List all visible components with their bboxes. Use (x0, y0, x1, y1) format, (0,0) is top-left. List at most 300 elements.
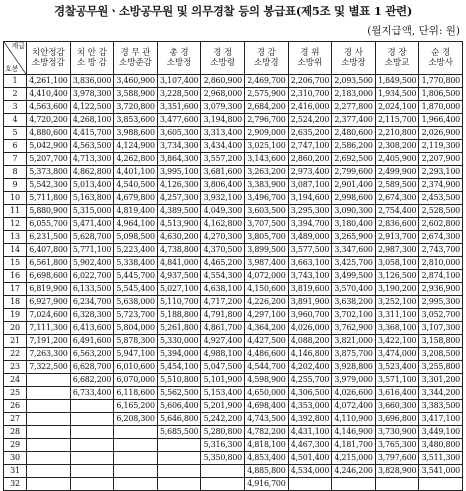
salary-cell: 4,534,000 (288, 465, 332, 478)
salary-cell (27, 452, 71, 465)
salary-cell: 2,480,600 (332, 127, 376, 140)
salary-cell: 4,202,400 (288, 361, 332, 374)
salary-cell: 6,927,900 (27, 296, 71, 309)
salary-cell (70, 400, 114, 413)
salary-cell (201, 478, 245, 491)
salary-cell: 6,133,500 (70, 283, 114, 296)
salary-cell: 4,563,500 (70, 140, 114, 153)
salary-cell (27, 478, 71, 491)
salary-cell: 2,374,900 (419, 179, 463, 192)
salary-cell: 5,562,500 (157, 387, 201, 400)
salary-cell: 4,401,100 (114, 166, 158, 179)
salary-cell: 2,674,300 (419, 231, 463, 244)
step-cell: 15 (4, 257, 27, 270)
salary-cell: 6,070,000 (114, 374, 158, 387)
table-row (4, 88, 463, 101)
salary-cell: 3,821,000 (332, 335, 376, 348)
salary-cell (70, 426, 114, 439)
salary-cell: 2,119,300 (419, 140, 463, 153)
salary-cell: 4,743,500 (244, 413, 288, 426)
salary-cell: 4,226,200 (244, 296, 288, 309)
salary-cell (70, 478, 114, 491)
table-row (4, 101, 463, 114)
salary-cell (157, 465, 201, 478)
salary-cell: 4,270,300 (201, 231, 245, 244)
salary-cell: 2,026,900 (419, 127, 463, 140)
salary-cell: 6,491,600 (70, 335, 114, 348)
salary-cell: 5,471,400 (70, 218, 114, 231)
salary-cell: 5,316,300 (201, 439, 245, 452)
salary-cell: 3,523,400 (375, 361, 419, 374)
salary-cell: 2,207,900 (419, 153, 463, 166)
salary-cell: 4,268,100 (70, 114, 114, 127)
salary-cell: 6,022,700 (70, 270, 114, 283)
col-header: 치 안 감 소 방 감 (70, 42, 114, 75)
salary-table (3, 41, 463, 491)
table-row (4, 179, 463, 192)
salary-cell: 4,791,800 (201, 309, 245, 322)
unit-note: (월지급액, 단위: 원) (367, 25, 460, 37)
salary-cell: 4,862,800 (70, 166, 114, 179)
salary-cell: 2,310,700 (288, 88, 332, 101)
salary-cell: 4,146,800 (288, 348, 332, 361)
salary-cell: 5,771,100 (70, 244, 114, 257)
salary-cell (27, 426, 71, 439)
salary-cell (114, 478, 158, 491)
corner-cell (4, 42, 27, 75)
salary-cell: 2,796,700 (244, 114, 288, 127)
salary-cell: 4,964,100 (114, 218, 158, 231)
salary-cell: 4,297,100 (244, 309, 288, 322)
salary-cell: 4,150,600 (244, 283, 288, 296)
salary-cell: 6,628,700 (70, 361, 114, 374)
table-row (4, 374, 463, 387)
table-row (4, 400, 463, 413)
salary-cell: 3,853,600 (114, 114, 158, 127)
salary-cell: 5,042,900 (27, 140, 71, 153)
col-header: 순 경 소방사 (419, 42, 463, 75)
salary-cell: 5,510,800 (157, 374, 201, 387)
salary-cell: 3,806,400 (201, 179, 245, 192)
salary-cell: 5,723,700 (114, 309, 158, 322)
salary-cell: 2,836,600 (375, 218, 419, 231)
step-cell: 27 (4, 413, 27, 426)
salary-cell: 6,055,700 (27, 218, 71, 231)
salary-cell: 2,206,700 (288, 75, 332, 88)
salary-cell: 3,058,100 (375, 257, 419, 270)
salary-cell: 1,870,000 (419, 101, 463, 114)
table-row (4, 192, 463, 205)
salary-cell: 2,968,000 (201, 88, 245, 101)
salary-cell: 5,098,500 (114, 231, 158, 244)
salary-cell: 2,684,200 (244, 101, 288, 114)
col-header: 경 장 소방교 (375, 42, 419, 75)
salary-cell: 3,347,600 (332, 244, 376, 257)
salary-cell: 4,431,100 (288, 426, 332, 439)
salary-cell: 3,208,500 (419, 348, 463, 361)
step-cell: 5 (4, 127, 27, 140)
salary-cell: 2,589,500 (375, 179, 419, 192)
salary-cell: 4,717,200 (201, 296, 245, 309)
salary-cell: 1,934,500 (375, 88, 419, 101)
salary-cell (332, 478, 376, 491)
salary-cell: 2,936,900 (419, 283, 463, 296)
salary-cell: 3,681,600 (201, 166, 245, 179)
salary-cell: 2,987,300 (375, 244, 419, 257)
salary-cell (419, 478, 463, 491)
salary-cell: 4,540,500 (114, 179, 158, 192)
salary-cell: 3,696,800 (375, 413, 419, 426)
salary-cell: 6,819,900 (27, 283, 71, 296)
salary-cell: 3,417,100 (419, 413, 463, 426)
salary-cell: 6,561,800 (27, 257, 71, 270)
salary-cell: 3,496,700 (244, 192, 288, 205)
salary-cell: 3,932,100 (201, 192, 245, 205)
salary-cell: 3,765,300 (375, 439, 419, 452)
table-row (4, 257, 463, 270)
salary-cell: 6,231,500 (27, 231, 71, 244)
step-cell: 31 (4, 465, 27, 478)
salary-cell: 3,819,600 (288, 283, 332, 296)
table-row (4, 244, 463, 257)
step-cell: 17 (4, 283, 27, 296)
step-cell: 13 (4, 231, 27, 244)
salary-cell: 5,445,700 (114, 270, 158, 283)
salary-cell: 6,407,800 (27, 244, 71, 257)
salary-cell: 2,024,100 (375, 101, 419, 114)
salary-cell: 3,126,500 (375, 270, 419, 283)
header-row (4, 42, 463, 75)
salary-cell: 4,410,400 (27, 88, 71, 101)
salary-cell: 4,937,500 (157, 270, 201, 283)
salary-cell: 4,389,500 (157, 205, 201, 218)
salary-cell: 4,819,400 (114, 205, 158, 218)
salary-cell: 7,263,300 (27, 348, 71, 361)
salary-cell: 4,713,300 (70, 153, 114, 166)
salary-cell: 3,480,800 (419, 439, 463, 452)
salary-cell (114, 439, 158, 452)
salary-cell: 2,528,500 (419, 205, 463, 218)
table-row (4, 140, 463, 153)
salary-cell: 4,720,200 (27, 114, 71, 127)
salary-cell: 2,909,000 (244, 127, 288, 140)
salary-cell: 3,836,000 (70, 75, 114, 88)
salary-cell: 5,315,000 (70, 205, 114, 218)
salary-cell: 3,960,700 (288, 309, 332, 322)
salary-cell: 3,734,300 (157, 140, 201, 153)
salary-cell: 2,860,900 (201, 75, 245, 88)
salary-cell: 5,638,000 (114, 296, 158, 309)
salary-cell (201, 465, 245, 478)
salary-cell: 3,499,500 (332, 270, 376, 283)
salary-cell: 6,010,600 (114, 361, 158, 374)
salary-cell: 3,107,300 (419, 322, 463, 335)
table-row (4, 309, 463, 322)
step-cell: 23 (4, 361, 27, 374)
table-row (4, 426, 463, 439)
salary-cell: 3,805,700 (244, 231, 288, 244)
salary-cell: 5,685,500 (157, 426, 201, 439)
step-cell: 11 (4, 205, 27, 218)
salary-cell: 3,383,500 (419, 400, 463, 413)
salary-cell: 3,025,100 (244, 140, 288, 153)
salary-cell: 3,571,100 (375, 374, 419, 387)
salary-cell: 3,899,500 (244, 244, 288, 257)
salary-cell: 5,207,700 (27, 153, 71, 166)
salary-cell: 6,118,600 (114, 387, 158, 400)
step-cell: 26 (4, 400, 27, 413)
salary-cell: 5,047,500 (201, 361, 245, 374)
salary-cell: 3,311,100 (375, 309, 419, 322)
salary-cell: 3,605,300 (157, 127, 201, 140)
table-row (4, 439, 463, 452)
salary-cell (70, 465, 114, 478)
salary-cell: 5,350,800 (201, 452, 245, 465)
salary-cell: 5,373,800 (27, 166, 71, 179)
salary-cell: 3,295,300 (288, 205, 332, 218)
salary-cell: 4,818,100 (244, 439, 288, 452)
step-cell: 7 (4, 153, 27, 166)
salary-cell: 2,277,800 (332, 101, 376, 114)
salary-cell: 3,557,200 (201, 153, 245, 166)
salary-cell: 3,194,800 (201, 114, 245, 127)
salary-cell: 3,978,300 (70, 88, 114, 101)
salary-cell: 4,215,000 (332, 452, 376, 465)
salary-cell: 4,841,000 (157, 257, 201, 270)
salary-cell: 6,698,600 (27, 270, 71, 283)
salary-cell: 4,563,600 (27, 101, 71, 114)
step-cell: 22 (4, 348, 27, 361)
salary-cell: 5,947,100 (114, 348, 158, 361)
step-cell: 25 (4, 387, 27, 400)
col-header: 경 감 소방경 (244, 42, 288, 75)
salary-cell: 3,351,600 (157, 101, 201, 114)
salary-cell: 3,489,000 (288, 231, 332, 244)
salary-cell: 4,630,200 (157, 231, 201, 244)
salary-cell: 3,255,800 (419, 361, 463, 374)
salary-cell (157, 452, 201, 465)
salary-cell: 3,265,900 (332, 231, 376, 244)
salary-cell: 3,730,900 (375, 426, 419, 439)
table-row (4, 478, 463, 491)
salary-cell: 3,194,600 (288, 192, 332, 205)
salary-cell (70, 439, 114, 452)
step-cell: 18 (4, 296, 27, 309)
salary-cell: 2,499,900 (375, 166, 419, 179)
salary-cell: 4,415,700 (70, 127, 114, 140)
salary-cell: 3,638,200 (332, 296, 376, 309)
table-row (4, 153, 463, 166)
table-row (4, 218, 463, 231)
salary-cell: 5,153,400 (201, 387, 245, 400)
salary-cell: 4,026,000 (288, 322, 332, 335)
salary-cell: 7,322,500 (27, 361, 71, 374)
salary-cell (27, 374, 71, 387)
salary-cell: 5,878,300 (114, 335, 158, 348)
salary-cell: 5,223,400 (114, 244, 158, 257)
table-row (4, 127, 463, 140)
salary-cell: 3,383,900 (244, 179, 288, 192)
salary-cell (114, 465, 158, 478)
step-cell: 21 (4, 335, 27, 348)
salary-cell: 1,966,400 (419, 114, 463, 127)
salary-cell: 6,234,700 (70, 296, 114, 309)
salary-cell: 3,511,300 (419, 452, 463, 465)
salary-cell: 6,413,600 (70, 322, 114, 335)
step-cell: 30 (4, 452, 27, 465)
salary-cell: 2,901,400 (332, 179, 376, 192)
salary-cell: 3,987,400 (244, 257, 288, 270)
salary-cell: 3,762,900 (332, 322, 376, 335)
salary-cell: 3,875,700 (332, 348, 376, 361)
salary-cell: 4,392,800 (288, 413, 332, 426)
step-cell: 19 (4, 309, 27, 322)
salary-cell: 3,588,900 (114, 88, 158, 101)
table-row (4, 114, 463, 127)
step-cell: 10 (4, 192, 27, 205)
salary-cell: 4,554,300 (201, 270, 245, 283)
salary-cell: 6,682,200 (70, 374, 114, 387)
salary-cell: 5,454,100 (157, 361, 201, 374)
salary-cell (114, 452, 158, 465)
salary-cell: 2,093,500 (332, 75, 376, 88)
salary-cell: 4,364,200 (244, 322, 288, 335)
table-row (4, 231, 463, 244)
corner-step-label: 호봉 (5, 65, 19, 73)
salary-cell: 7,191,200 (27, 335, 71, 348)
salary-cell: 4,049,300 (201, 205, 245, 218)
salary-cell: 4,467,300 (288, 439, 332, 452)
salary-cell: 3,797,600 (375, 452, 419, 465)
salary-cell: 2,524,200 (288, 114, 332, 127)
salary-cell: 4,988,100 (201, 348, 245, 361)
salary-cell: 2,747,100 (288, 140, 332, 153)
salary-cell: 6,208,300 (114, 413, 158, 426)
step-cell: 20 (4, 322, 27, 335)
salary-cell: 2,692,500 (332, 153, 376, 166)
salary-cell: 4,257,300 (157, 192, 201, 205)
salary-cell: 4,146,900 (332, 426, 376, 439)
salary-cell: 2,575,900 (244, 88, 288, 101)
col-header: 총 경 소방정 (157, 42, 201, 75)
salary-cell: 3,460,900 (114, 75, 158, 88)
salary-cell: 3,425,700 (332, 257, 376, 270)
salary-cell: 4,782,200 (244, 426, 288, 439)
salary-cell: 4,370,500 (201, 244, 245, 257)
salary-cell: 3,864,300 (157, 153, 201, 166)
salary-cell: 5,628,700 (70, 231, 114, 244)
salary-cell: 4,122,500 (70, 101, 114, 114)
table-row (4, 452, 463, 465)
salary-cell: 3,988,600 (114, 127, 158, 140)
table-row (4, 283, 463, 296)
salary-cell: 3,143,600 (244, 153, 288, 166)
step-cell: 28 (4, 426, 27, 439)
salary-cell: 2,860,200 (288, 153, 332, 166)
salary-cell: 2,405,900 (375, 153, 419, 166)
salary-cell: 5,101,900 (201, 374, 245, 387)
table-row (4, 387, 463, 400)
salary-cell: 3,228,500 (157, 88, 201, 101)
step-cell: 9 (4, 179, 27, 192)
salary-cell: 3,394,700 (288, 218, 332, 231)
salary-cell: 4,486,600 (244, 348, 288, 361)
salary-cell: 5,542,300 (27, 179, 71, 192)
salary-cell: 3,344,200 (419, 387, 463, 400)
page-title: 경찰공무원ㆍ소방공무원 및 의무경찰 등의 봉급표(제5조 및 별표 1 관련) (54, 4, 412, 18)
salary-cell: 2,674,300 (375, 192, 419, 205)
salary-cell: 6,165,200 (114, 400, 158, 413)
salary-cell: 3,263,200 (244, 166, 288, 179)
salary-cell: 4,255,700 (288, 374, 332, 387)
salary-cell: 2,799,600 (332, 166, 376, 179)
table-row (4, 465, 463, 478)
salary-cell: 2,469,700 (244, 75, 288, 88)
salary-cell: 4,162,800 (201, 218, 245, 231)
salary-cell: 4,853,400 (244, 452, 288, 465)
salary-cell: 6,563,200 (70, 348, 114, 361)
salary-cell: 4,513,900 (157, 218, 201, 231)
salary-cell: 3,449,100 (419, 426, 463, 439)
salary-cell: 3,743,100 (288, 270, 332, 283)
step-cell: 24 (4, 374, 27, 387)
salary-cell: 3,301,200 (419, 374, 463, 387)
salary-cell: 4,124,900 (114, 140, 158, 153)
salary-cell: 2,308,200 (375, 140, 419, 153)
salary-cell: 1,806,500 (419, 88, 463, 101)
salary-cell: 3,087,100 (288, 179, 332, 192)
salary-cell: 4,650,000 (244, 387, 288, 400)
salary-cell: 2,602,800 (419, 218, 463, 231)
salary-cell (27, 387, 71, 400)
salary-cell: 4,679,800 (114, 192, 158, 205)
salary-cell: 3,107,400 (157, 75, 201, 88)
salary-cell: 4,885,800 (244, 465, 288, 478)
table-row (4, 75, 463, 88)
col-header: 경 위 소방위 (288, 42, 332, 75)
salary-cell: 2,115,700 (375, 114, 419, 127)
salary-cell: 6,328,300 (70, 309, 114, 322)
salary-cell: 3,702,100 (332, 309, 376, 322)
salary-cell (27, 439, 71, 452)
salary-cell: 2,635,200 (288, 127, 332, 140)
salary-cell: 4,262,800 (114, 153, 158, 166)
salary-cell (70, 452, 114, 465)
step-cell: 14 (4, 244, 27, 257)
salary-cell: 3,190,200 (375, 283, 419, 296)
salary-cell: 3,541,000 (419, 465, 463, 478)
salary-cell: 3,995,100 (157, 166, 201, 179)
salary-cell: 3,603,500 (244, 205, 288, 218)
salary-cell: 1,849,500 (375, 75, 419, 88)
salary-cell: 3,616,400 (375, 387, 419, 400)
salary-cell (157, 439, 201, 452)
table-row (4, 361, 463, 374)
salary-cell: 2,874,100 (419, 270, 463, 283)
salary-cell: 4,598,900 (244, 374, 288, 387)
salary-cell: 3,368,100 (375, 322, 419, 335)
salary-cell: 4,110,900 (332, 413, 376, 426)
salary-cell: 4,072,400 (332, 400, 376, 413)
salary-cell: 5,013,400 (70, 179, 114, 192)
salary-cell: 3,707,500 (244, 218, 288, 231)
salary-cell: 3,570,400 (332, 283, 376, 296)
salary-cell (114, 426, 158, 439)
salary-cell: 2,995,300 (419, 296, 463, 309)
step-cell: 3 (4, 101, 27, 114)
step-cell: 8 (4, 166, 27, 179)
salary-cell: 5,110,700 (157, 296, 201, 309)
